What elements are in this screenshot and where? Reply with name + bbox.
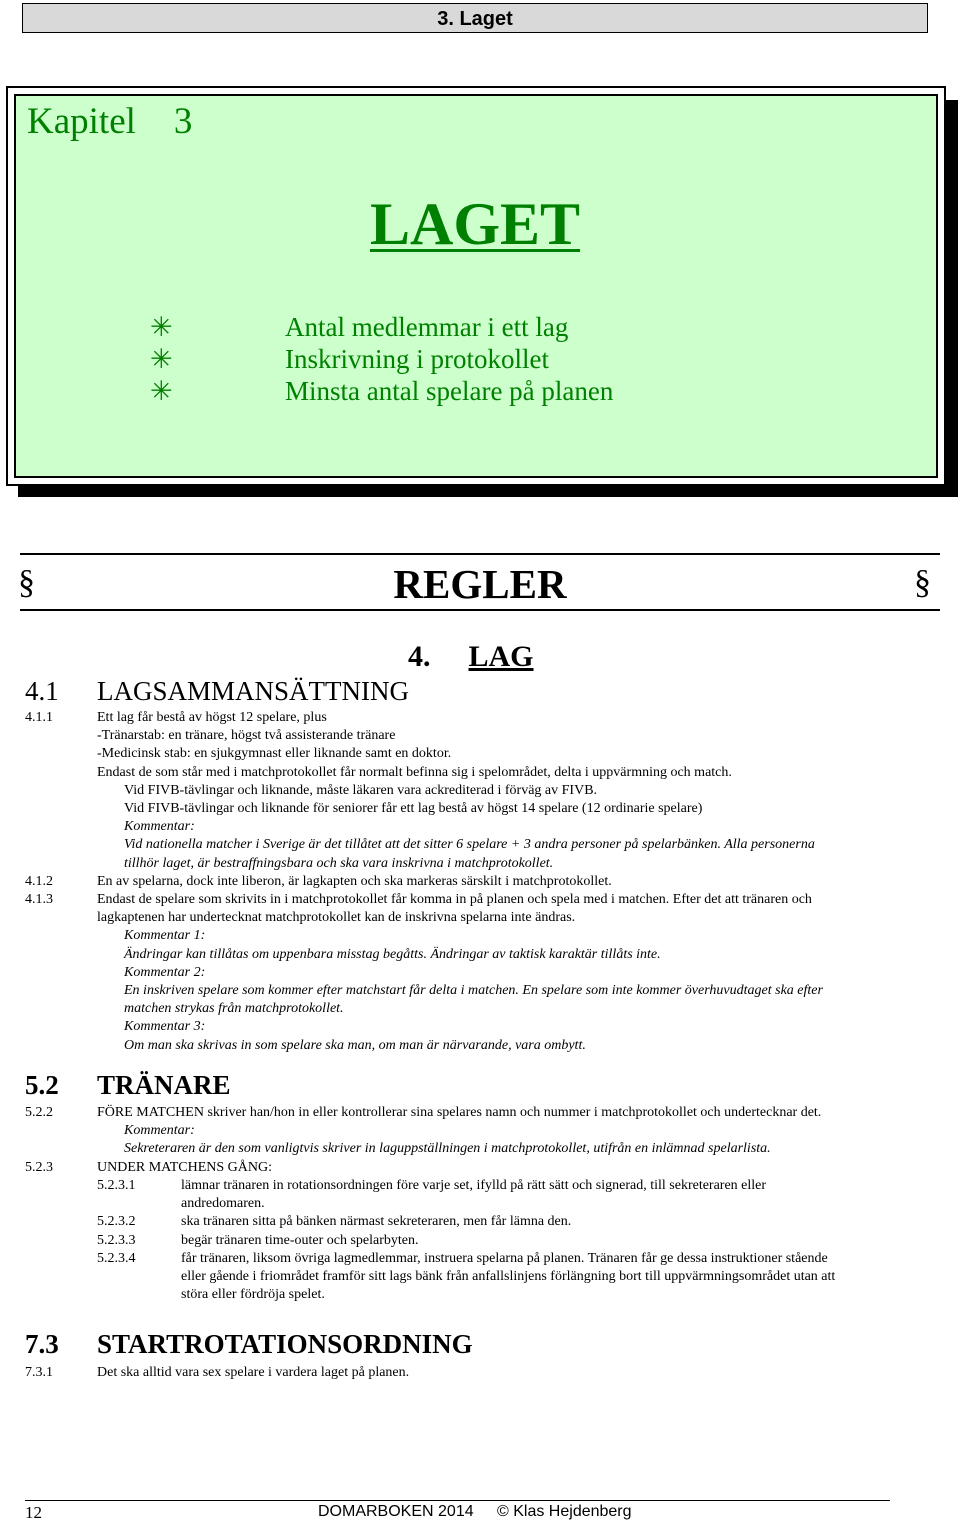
item-text: Kommentar 1: [124, 928, 206, 944]
item-text: -Medicinsk stab: en sjukgymnast eller liknande samt en doktor. [97, 746, 452, 762]
item-number: 7.3.1 [25, 1365, 53, 1380]
bullet-text: Inskrivning i protokollet [285, 344, 549, 374]
item-number: 4.1.3 [25, 892, 53, 907]
item-text: Endast de spelare som skrivits in i matchprotokollet får komma in på planen och spela med i matchen. Efter det att tränaren och [97, 892, 812, 907]
footer-copyright: © Klas Hejdenberg [497, 1503, 632, 1520]
section-number: 5.2 [25, 1070, 59, 1100]
item-text: Endast de som står med i matchprotokollet får normalt befinna sig i spelområdet, delta i uppvärmning och match. [97, 764, 732, 780]
item-text: tillhör laget, är bestraffningsbara och ska vara inskrivna i matchprotokollet. [124, 855, 554, 871]
item-text: får tränaren, liksom övriga lagmedlemmar, instruera spelarna på planen. Tränaren får ge dessa instruktioner stående [181, 1250, 828, 1266]
chapter-box [14, 94, 938, 478]
section-title: STARTROTATIONSORDNING [97, 1329, 473, 1359]
asterisk-icon: ✳ [150, 312, 173, 342]
item-text: Kommentar: [124, 819, 195, 835]
item-text: En inskriven spelare som kommer efter matchstart får delta i matchen. En spelare som inte kommer överhuvudtaget ska efter [124, 983, 823, 998]
item-text: Kommentar 3: [124, 1019, 206, 1035]
item-number: 4.1.2 [25, 873, 53, 889]
item-text: En av spelarna, dock inte liberon, är lagkapten och ska markeras särskilt i matchprotokollet. [97, 873, 612, 889]
item-text: Vid FIVB-tävlingar och liknande för seniorer får ett lag bestå av högst 14 spelare (12 ordinarie spelare) [124, 801, 703, 816]
item-number: 4.1.1 [25, 710, 53, 725]
item-text: matchen strykas från matchprotokollet. [124, 1001, 344, 1017]
kapitel-word: Kapitel [27, 101, 136, 142]
item-text: ska tränaren sitta på bänken närmast sekreteraren, men får lämna den. [181, 1214, 572, 1230]
kapitel-number: 3 [173, 101, 193, 142]
page-number: 12 [25, 1503, 42, 1522]
section-number: 4.1 [25, 676, 59, 706]
footer-rule [25, 1500, 890, 1501]
item-text: lagkaptenen har undertecknat matchprotokollet kan de inskrivna spelarna inte ändras. [97, 910, 576, 926]
item-number: 5.2.2 [25, 1105, 53, 1120]
page-header [22, 3, 928, 33]
item-text: Om man ska skrivas in som spelare ska man, om man är närvarande, vara ombytt. [124, 1037, 586, 1053]
item-number: 5.2.3.4 [97, 1250, 136, 1266]
lag-number: 4. [408, 640, 431, 673]
chapter-title: LAGET [369, 191, 581, 257]
item-text: Vid FIVB-tävlingar och liknande, måste läkaren vara ackrediterad i förväg av FIVB. [124, 782, 598, 798]
item-text: Kommentar 2: [124, 964, 206, 980]
item-text: Det ska alltid vara sex spelare i vardera laget på planen. [97, 1365, 410, 1380]
paragraph-icon: § [914, 564, 931, 601]
regler-top-rule [20, 553, 940, 555]
item-text: Sekreteraren är den som vanligtvis skriver in laguppställningen i matchprotokollet, utifrån en inlämnad spelarlista. [124, 1141, 771, 1157]
item-text: störa eller fördröja spelet. [181, 1287, 325, 1303]
paragraph-icon: § [18, 564, 35, 601]
item-text: Kommentar: [124, 1123, 195, 1139]
bullet-text: Antal medlemmar i ett lag [285, 312, 569, 342]
asterisk-icon: ✳ [150, 344, 173, 374]
item-number: 5.2.3.2 [97, 1214, 136, 1230]
item-text: -Tränarstab: en tränare, högst två assisterande tränare [97, 728, 396, 744]
item-number: 5.2.3.3 [97, 1232, 136, 1248]
lag-title: LAG [468, 640, 534, 673]
header-title: 3. Laget [437, 8, 513, 30]
section-title: TRÄNARE [97, 1070, 231, 1100]
item-text: UNDER MATCHENS GÅNG: [97, 1159, 273, 1175]
item-number: 5.2.3 [25, 1159, 53, 1175]
item-text: andredomaren. [181, 1196, 265, 1212]
regler-bottom-rule [20, 609, 940, 611]
item-text: FÖRE MATCHEN skriver han/hon in eller kontrollerar sina spelares namn och nummer i matchprotokollet och undertecknar det. [97, 1105, 822, 1120]
item-text: lämnar tränaren in rotationsordningen före varje set, ifylld på rätt sätt och signerad, till sekreteraren eller [181, 1178, 767, 1193]
chapter-bullet [150, 344, 549, 375]
item-text: Vid nationella matcher i Sverige är det tillåtet att det sitter 6 spelare + 3 andra personer på spelarbänken. Alla personerna [124, 837, 815, 853]
footer-book: DOMARBOKEN 2014 [318, 1503, 474, 1520]
bullet-text: Minsta antal spelare på planen [285, 376, 614, 406]
asterisk-icon: ✳ [150, 376, 173, 406]
item-text: Ett lag får bestå av högst 12 spelare, plus [97, 710, 327, 725]
item-text: Ändringar kan tillåtas om uppenbara misstag begåtts. Ändringar av taktisk karaktär tillåts inte. [124, 946, 661, 962]
chapter-bullet [150, 376, 613, 407]
item-text: eller gående i friområdet framför sitt lags bänk från anfallslinjens förlängning bort till uppvärmningsområdet utan att [181, 1269, 836, 1284]
item-text: begär tränaren time-outer och spelarbyten. [181, 1232, 419, 1248]
chapter-bullet [150, 312, 568, 343]
regler-title: REGLER [393, 561, 567, 607]
section-heading-lag [408, 640, 534, 674]
item-number: 5.2.3.1 [97, 1178, 136, 1193]
section-title: LAGSAMMANSÄTTNING [97, 676, 410, 706]
chapter-label [27, 100, 192, 143]
section-number: 7.3 [25, 1329, 59, 1359]
